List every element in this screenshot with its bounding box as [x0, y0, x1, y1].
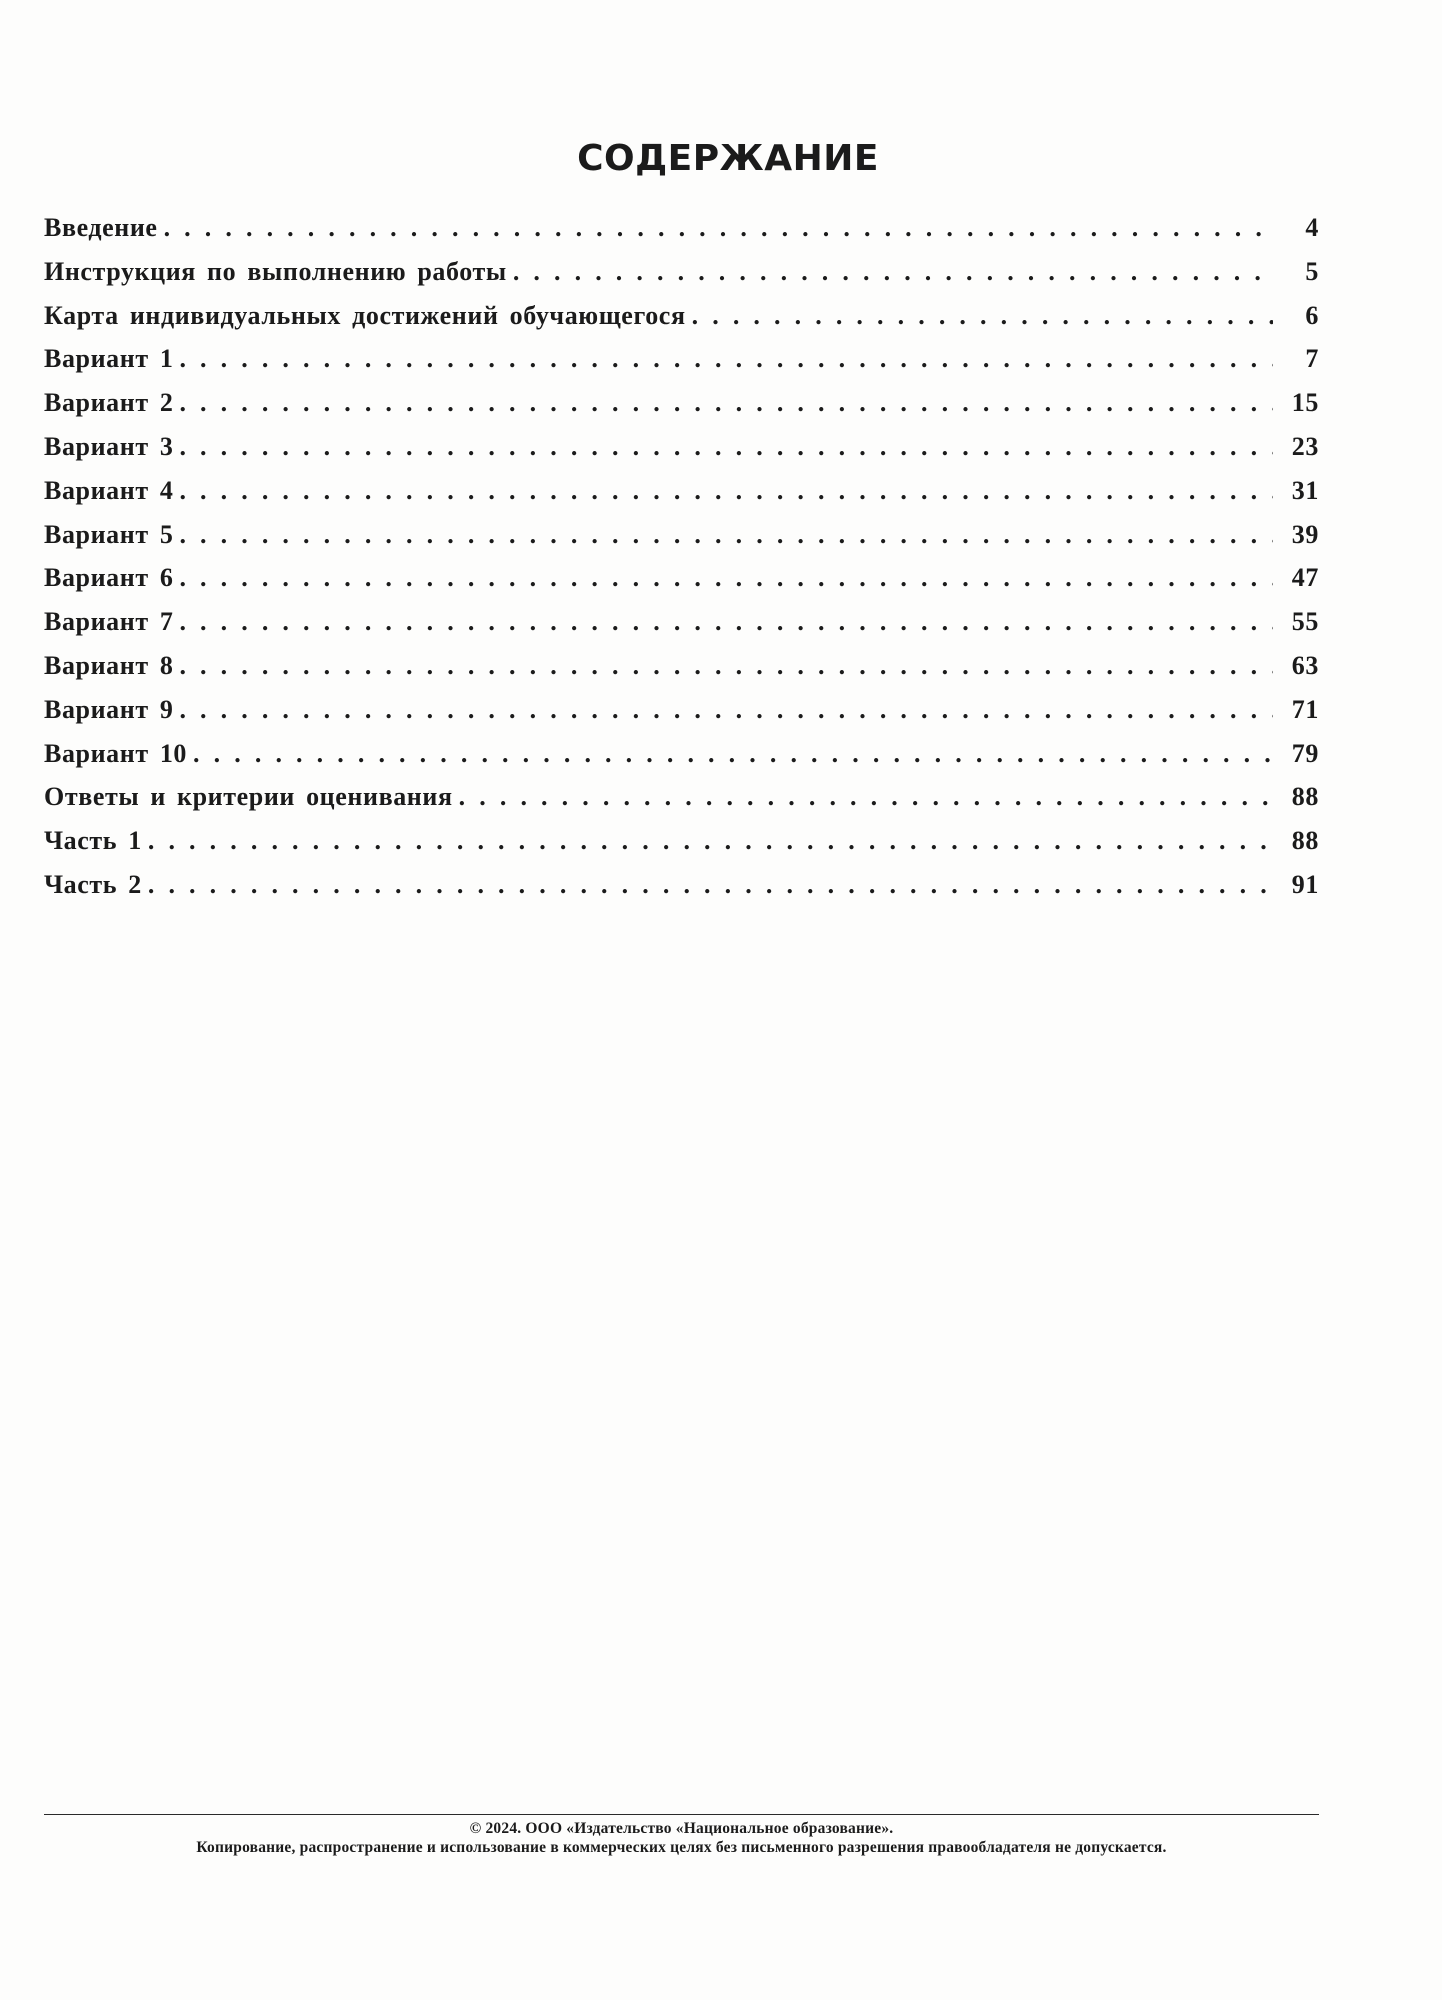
toc-entry-page: 15 [1291, 388, 1319, 418]
toc-entry-variant-7[interactable] [44, 607, 1319, 651]
dot-leader [148, 826, 1273, 856]
toc-entry-page: 88 [1291, 826, 1319, 856]
toc-entry-label: Вариант 5 [44, 519, 174, 549]
footer-notice: Копирование, распространение и использование в коммерческих целях без письменного разрешения правообладателя не допускается. [196, 1839, 1167, 1856]
toc-entry-page: 23 [1291, 431, 1319, 461]
toc-entry-page: 47 [1291, 563, 1319, 593]
toc-entry-variant-4[interactable] [44, 476, 1319, 520]
toc-entry-page: 79 [1291, 738, 1319, 768]
dot-leader [179, 344, 1273, 374]
toc-entry-page: 71 [1291, 694, 1319, 724]
toc-entry-variant-6[interactable] [44, 563, 1319, 607]
toc-entry-label: Вариант 4 [44, 475, 174, 505]
dot-leader [179, 607, 1273, 637]
toc-entry-variant-9[interactable] [44, 695, 1319, 739]
toc-entry-achievement-map[interactable] [44, 301, 1319, 345]
dot-leader [179, 432, 1273, 462]
dot-leader [179, 651, 1273, 681]
toc-entry-label: Вариант 7 [44, 607, 174, 637]
toc-entry-label: Вариант 10 [44, 738, 188, 768]
toc-entry-page: 7 [1305, 344, 1319, 374]
toc-entry-label: Вариант 8 [44, 650, 174, 680]
toc-entry-variant-2[interactable] [44, 388, 1319, 432]
toc-entry-label: Введение [44, 213, 158, 242]
toc-entry-variant-10[interactable] [44, 739, 1319, 783]
toc-entry-page: 63 [1291, 650, 1319, 680]
dot-leader [179, 388, 1273, 418]
toc-entry-instructions[interactable] [44, 257, 1319, 301]
toc-entry-introduction[interactable] [44, 213, 1319, 257]
dot-leader [179, 563, 1273, 593]
toc-entry-label: Вариант 3 [44, 431, 174, 461]
dot-leader [193, 739, 1273, 769]
dot-leader [164, 213, 1273, 243]
toc-entry-page: 88 [1291, 782, 1319, 812]
toc-entry-page: 6 [1305, 300, 1319, 330]
dot-leader [179, 695, 1273, 725]
dot-leader [692, 301, 1273, 331]
footer-divider [44, 1814, 1319, 1815]
table-of-contents [44, 213, 1319, 914]
toc-entry-label: Вариант 2 [44, 388, 174, 418]
toc-entry-part-2[interactable] [44, 870, 1319, 914]
toc-entry-variant-5[interactable] [44, 520, 1319, 564]
toc-entry-page: 91 [1291, 869, 1319, 899]
toc-entry-page: 31 [1291, 475, 1319, 505]
dot-leader [513, 257, 1273, 287]
dot-leader [179, 476, 1273, 506]
toc-entry-label: Вариант 1 [44, 344, 174, 374]
toc-entry-variant-3[interactable] [44, 432, 1319, 476]
toc-entry-answers[interactable] [44, 782, 1319, 826]
footer-copyright: © 2024. ООО «Издательство «Национальное образование». [469, 1820, 894, 1837]
dot-leader [179, 520, 1273, 550]
toc-entry-label: Часть 1 [44, 826, 142, 856]
toc-entry-label: Ответы и критерии оценивания [44, 782, 453, 812]
dot-leader [459, 782, 1273, 812]
toc-entry-page: 55 [1291, 607, 1319, 637]
toc-entry-page: 39 [1291, 519, 1319, 549]
toc-entry-page: 4 [1305, 213, 1319, 242]
toc-entry-page: 5 [1305, 256, 1319, 286]
toc-entry-label: Инструкция по выполнению работы [44, 256, 507, 286]
page-title: СОДЕРЖАНИЕ [577, 138, 879, 179]
toc-entry-part-1[interactable] [44, 826, 1319, 870]
toc-entry-label: Часть 2 [44, 869, 142, 899]
toc-entry-label: Вариант 9 [44, 694, 174, 724]
toc-entry-variant-8[interactable] [44, 651, 1319, 695]
dot-leader [148, 870, 1273, 900]
toc-entry-label: Вариант 6 [44, 563, 174, 593]
toc-entry-label: Карта индивидуальных достижений обучающегося [44, 300, 686, 330]
toc-entry-variant-1[interactable] [44, 344, 1319, 388]
